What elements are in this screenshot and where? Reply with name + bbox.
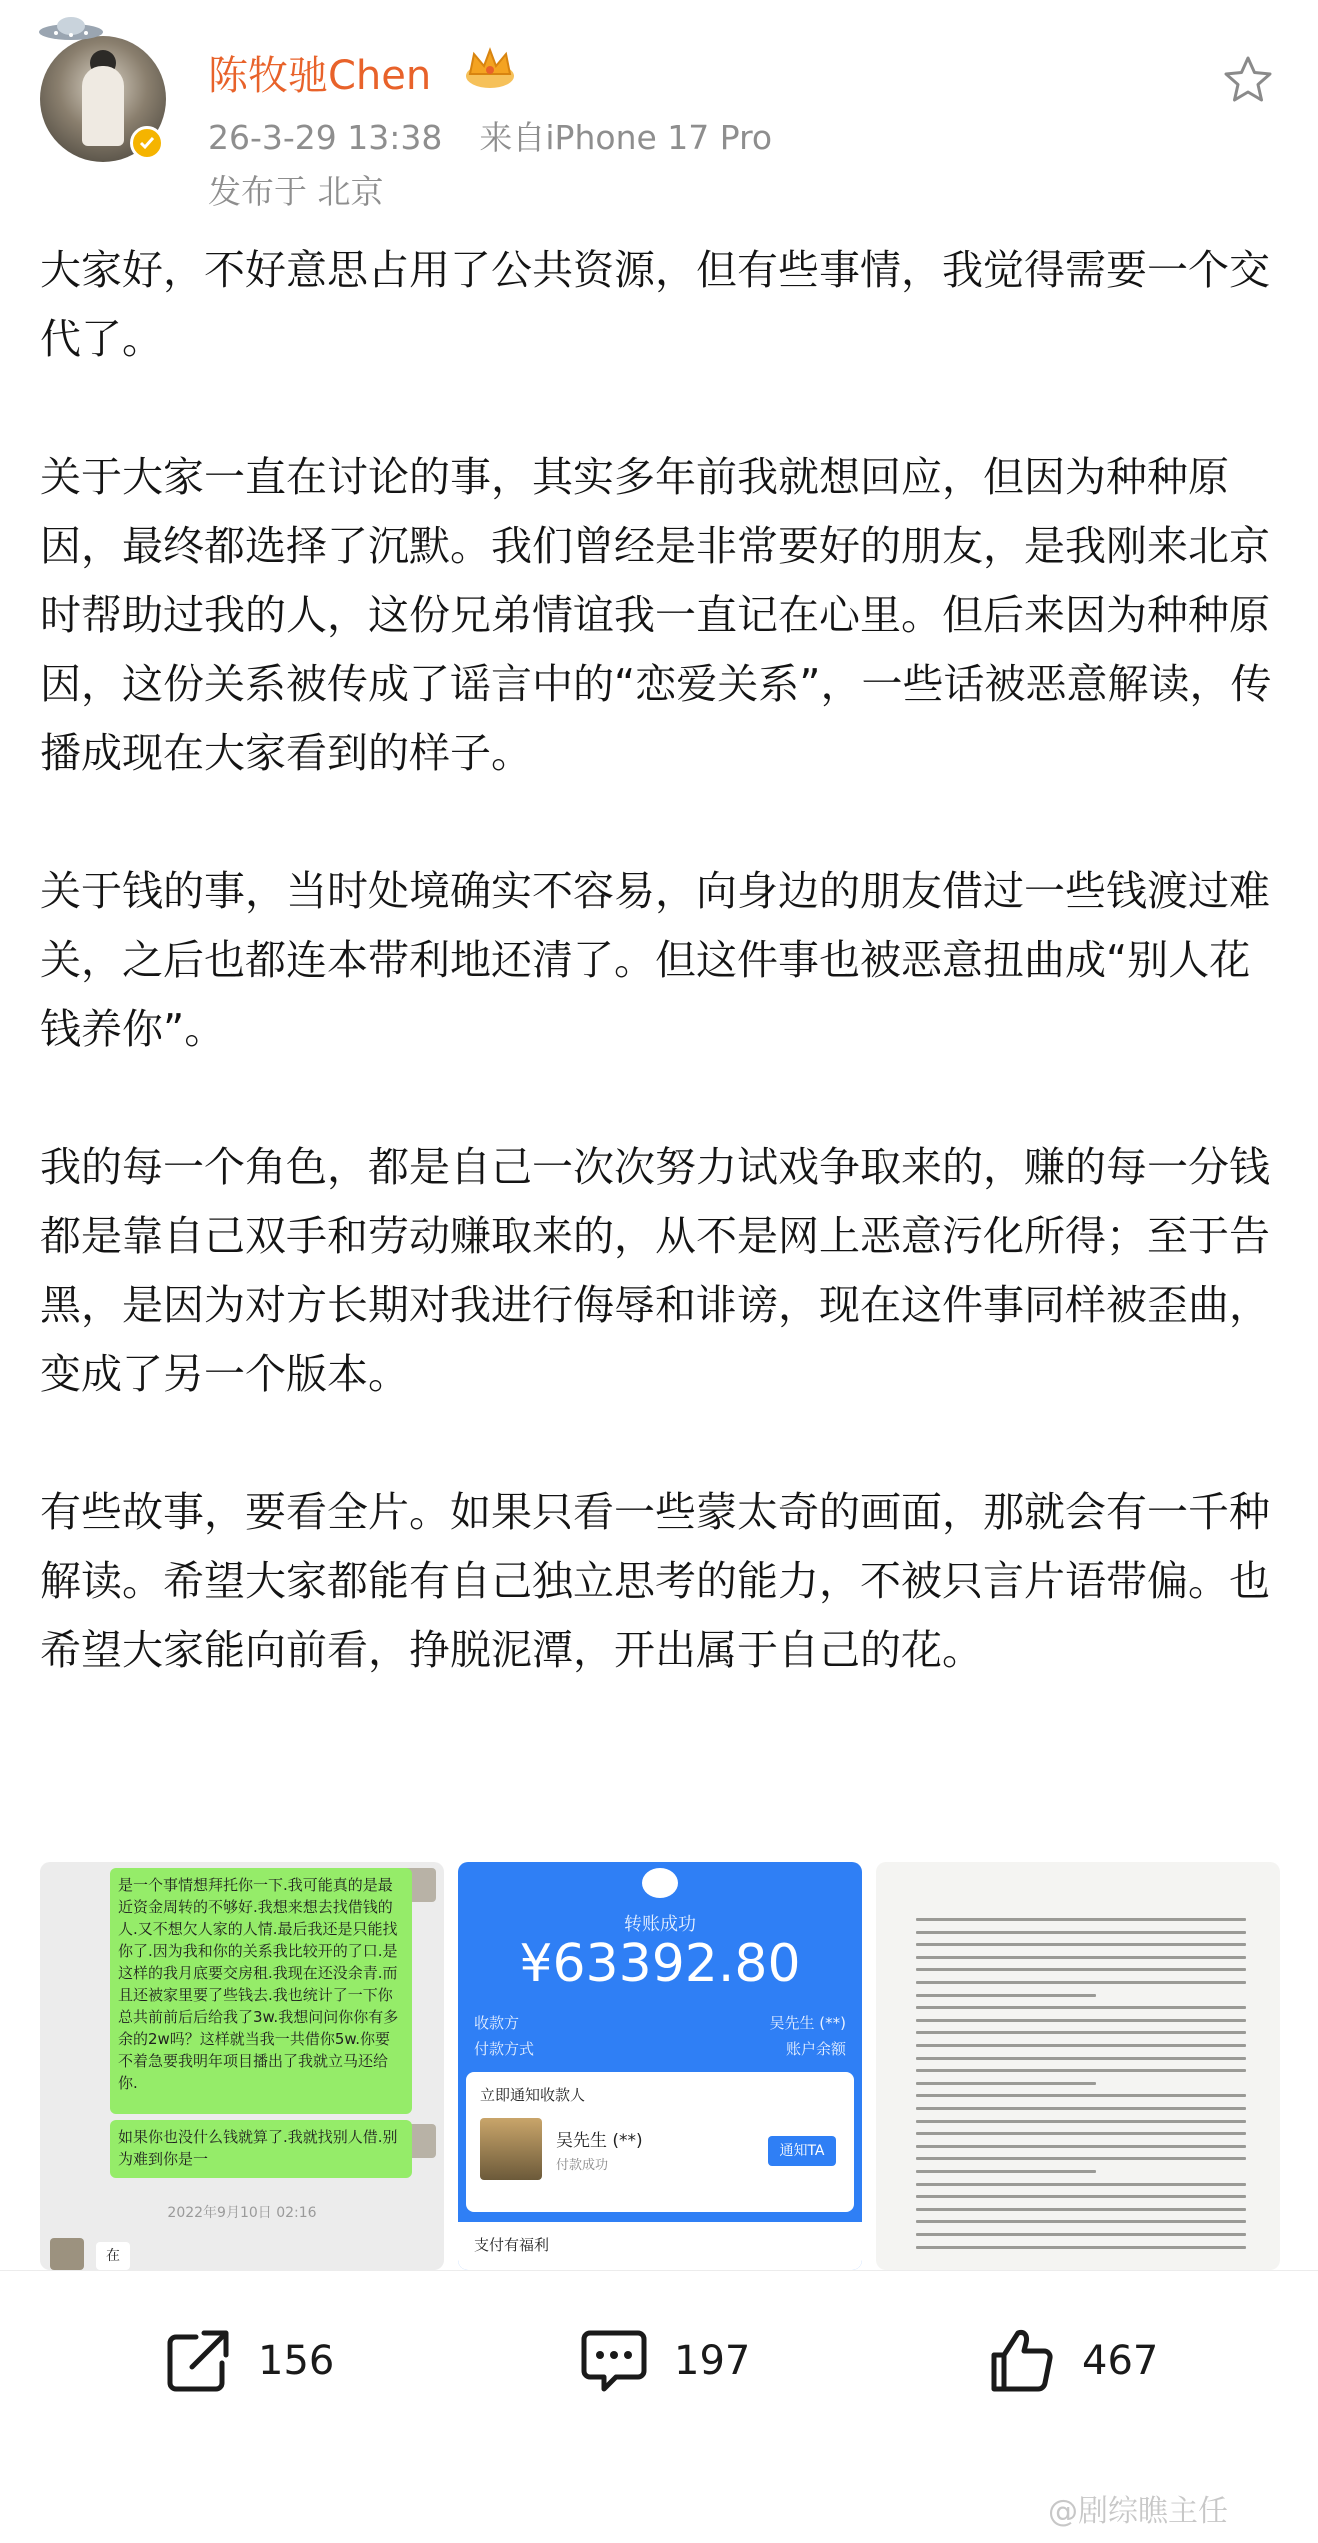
like-button[interactable] xyxy=(984,2321,1158,2401)
like-count: 467 xyxy=(1082,2338,1159,2384)
post-timestamp: 26-3-29 13:38 xyxy=(208,118,443,157)
post-body xyxy=(40,236,1280,1685)
method-label: 付款方式 xyxy=(474,2040,535,2058)
payment-bottom-label: 支付有福利 xyxy=(474,2236,550,2254)
document-line xyxy=(916,2132,1246,2135)
document-line xyxy=(916,2094,1246,2097)
post-location: 发布于 北京 xyxy=(208,172,384,211)
document-line xyxy=(916,2082,1096,2085)
document-line xyxy=(916,2019,1246,2022)
payee-value: 吴先生 (**) xyxy=(769,2014,846,2032)
document-line xyxy=(916,2220,1246,2223)
payment-summary xyxy=(458,1862,862,2062)
payment-amount: ¥63392.80 xyxy=(519,1934,801,1994)
avatar-pendant-ufo-icon xyxy=(36,14,106,44)
comment-count: 197 xyxy=(674,2338,751,2384)
notify-button: 通知TA xyxy=(768,2136,836,2166)
chat-avatar xyxy=(50,2238,84,2270)
verified-badge-icon xyxy=(130,126,164,160)
chat-message: 是一个事情想拜托你一下.我可能真的是最近资金周转的不够好.我想来想去找借钱的人.又不想欠人家的人情.最后我还是只能找你了.因为我和你的关系我比较开的了口.是这样的我月底要交房租.我现在还没余青.而且还被家里要了些钱去.我也统计了一下你总共前前后后给我了3w.我想问问你你有多余的2w吗？这样就当我一共借你5w.你要不着急要我明年项目播出了我就立马还给你. xyxy=(110,1868,412,2114)
chat-time: 2022年9月10日 02:16 xyxy=(167,2205,317,2221)
document-line xyxy=(916,2208,1246,2211)
document-line xyxy=(916,2145,1246,2148)
chat-message: 如果你也没什么钱就算了.我就找别人借.别为难到你是一 xyxy=(110,2120,412,2178)
thumbs-up-icon xyxy=(984,2323,1060,2399)
avatar-figure-body xyxy=(82,66,124,146)
post-image-grid xyxy=(40,1862,1280,2270)
chat-message: 在 xyxy=(96,2242,130,2270)
notify-card xyxy=(466,2072,854,2212)
image-court-document[interactable] xyxy=(876,1862,1280,2270)
post-source: 来自iPhone 17 Pro xyxy=(479,118,773,157)
document-line xyxy=(916,2006,1246,2009)
payee-avatar xyxy=(480,2118,542,2180)
action-bar xyxy=(0,2270,1318,2451)
post-paragraph: 大家好，不好意思占用了公共资源，但有些事情，我觉得需要一个交代了。 xyxy=(40,246,1270,363)
document-line xyxy=(916,2057,1246,2060)
image-chat-screenshot[interactable] xyxy=(40,1862,444,2270)
document-line xyxy=(916,1918,1246,1921)
document-line xyxy=(916,1968,1246,1971)
post-header xyxy=(0,0,1318,230)
document-line xyxy=(916,1994,1096,1997)
payment-bottom xyxy=(458,2222,862,2270)
crown-badge-icon[interactable] xyxy=(462,44,518,90)
share-button[interactable] xyxy=(160,2321,334,2401)
share-count: 156 xyxy=(258,2338,335,2384)
method-value: 账户余额 xyxy=(785,2040,846,2058)
comment-button[interactable] xyxy=(576,2321,750,2401)
watermark-text: @剧综瞧主任 xyxy=(1048,2494,1228,2529)
document-line xyxy=(916,2107,1246,2110)
share-icon xyxy=(160,2323,236,2399)
notify-sub: 付款成功 xyxy=(556,2158,609,2173)
image-payment-receipt[interactable] xyxy=(458,1862,862,2270)
post-paragraph: 我的每一个角色，都是自己一次次努力试戏争取来的，赚的每一分钱都是靠自己双手和劳动赚取来的，从不是网上恶意污化所得；至于告黑，是因为对方长期对我进行侮辱和诽谤，现在这件事同样被歪曲，变成了另一个版本。 xyxy=(40,1143,1270,1398)
document-line xyxy=(916,2120,1246,2123)
document-line xyxy=(916,2233,1246,2236)
document-line xyxy=(916,2044,1246,2047)
document-line xyxy=(916,2195,1246,2198)
document-line xyxy=(916,2246,1246,2249)
payment-status: 转账成功 xyxy=(624,1914,696,1935)
notify-title: 立即通知收款人 xyxy=(480,2086,586,2104)
favorite-star-icon[interactable] xyxy=(1220,52,1276,108)
payment-logo-icon xyxy=(642,1868,678,1898)
document-line xyxy=(916,1943,1246,1946)
document-line xyxy=(916,1956,1246,1959)
comment-icon xyxy=(576,2323,652,2399)
document-line xyxy=(916,2170,1096,2173)
payment-row xyxy=(474,2012,846,2033)
post-meta xyxy=(208,112,772,159)
document-line xyxy=(916,2157,1246,2160)
document-line xyxy=(916,1931,1246,1934)
document-line xyxy=(916,2069,1246,2072)
post-paragraph: 有些故事，要看全片。如果只看一些蒙太奇的画面，那就会有一千种解读。希望大家都能有自己独立思考的能力，不被只言片语带偏。也希望大家能向前看，挣脱泥潭，开出属于自己的花。 xyxy=(40,1488,1270,1674)
document-line xyxy=(916,2031,1246,2034)
payment-row xyxy=(474,2038,846,2059)
document-line xyxy=(916,1981,1246,1984)
document-line xyxy=(916,2183,1246,2186)
notify-name: 吴先生 (**) xyxy=(556,2131,643,2151)
post-paragraph: 关于大家一直在讨论的事，其实多年前我就想回应，但因为种种原因，最终都选择了沉默。我们曾经是非常要好的朋友，是我刚来北京时帮助过我的人，这份兄弟情谊我一直记在心里。但后来因为种种原因，这份关系被传成了谣言中的“恋爱关系”，一些话被恶意解读，传播成现在大家看到的样子。 xyxy=(40,453,1272,777)
payee-label: 收款方 xyxy=(474,2014,520,2032)
post-paragraph: 关于钱的事，当时处境确实不容易，向身边的朋友借过一些钱渡过难关，之后也都连本带利地还清了。但这件事也被恶意扭曲成“别人花钱养你”。 xyxy=(40,867,1270,1053)
author-name[interactable]: 陈牧驰Chen xyxy=(208,53,432,99)
